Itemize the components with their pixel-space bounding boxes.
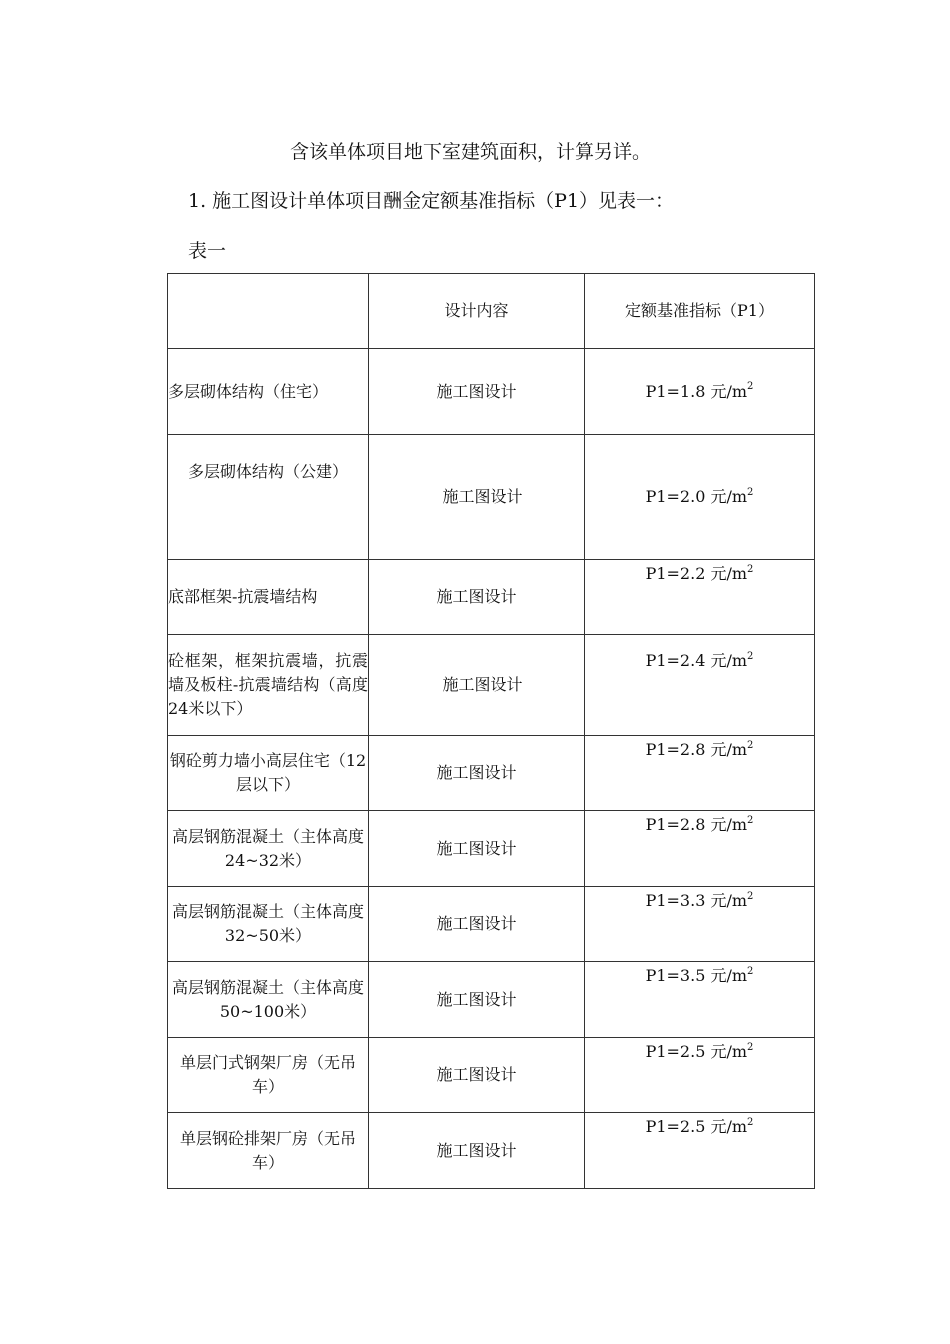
table-row [168, 811, 815, 887]
table-row [168, 349, 815, 435]
quota-value-cell [585, 435, 815, 560]
unit-exponent: 2 [747, 739, 754, 751]
design-content-cell: 施工图设计 [369, 962, 585, 1038]
table-row [168, 736, 815, 811]
design-content-cell: 施工图设计 [369, 635, 585, 736]
structure-type-cell: 钢砼剪力墙小高层住宅（12层以下） [168, 736, 369, 811]
quota-value-cell [585, 635, 815, 736]
unit-exponent: 2 [747, 814, 754, 826]
design-content-cell: 施工图设计 [369, 1113, 585, 1189]
section-heading: 1. 施工图设计单体项目酬金定额基准指标（P1）见表一： [188, 190, 675, 212]
table-row [168, 560, 815, 635]
unit-exponent: 2 [747, 965, 754, 977]
structure-type-cell: 高层钢筋混凝土（主体高度32~50米） [168, 887, 369, 962]
table-caption: 表一 [188, 240, 227, 262]
unit-exponent: 2 [747, 1041, 754, 1053]
quota-value: P1=1.8 元/m [645, 381, 748, 401]
header-cell-quota: 定额基准指标（P1） [585, 274, 815, 349]
design-content-cell: 施工图设计 [369, 1038, 585, 1113]
quota-value-cell [585, 1038, 815, 1113]
quota-value-cell [585, 962, 815, 1038]
unit-exponent: 2 [747, 650, 754, 662]
structure-type-cell: 单层门式钢架厂房（无吊车） [168, 1038, 369, 1113]
structure-type-cell: 底部框架-抗震墙结构 [168, 560, 369, 635]
unit-exponent: 2 [747, 1116, 754, 1128]
unit-exponent: 2 [747, 381, 754, 393]
table-row [168, 1113, 815, 1189]
quota-value-cell [585, 1113, 815, 1189]
table-row [168, 635, 815, 736]
quota-value: P1=3.3 元/m [645, 891, 748, 910]
header-cell-type [168, 274, 369, 349]
unit-exponent: 2 [747, 890, 754, 902]
quota-value: P1=2.5 元/m [645, 1042, 748, 1061]
quota-value: P1=3.5 元/m [645, 966, 748, 985]
structure-type-cell: 砼框架，框架抗震墙，抗震墙及板柱-抗震墙结构（高度24米以下） [168, 635, 369, 736]
design-content-cell: 施工图设计 [369, 887, 585, 962]
structure-type-cell: 多层砌体结构（公建） [168, 435, 369, 560]
design-content-cell: 施工图设计 [369, 560, 585, 635]
quota-value: P1=2.0 元/m [645, 487, 748, 506]
quota-value-cell [585, 560, 815, 635]
quota-value-cell [585, 349, 815, 435]
design-content-cell: 施工图设计 [369, 349, 585, 435]
unit-exponent: 2 [747, 486, 754, 498]
structure-type-cell: 高层钢筋混凝土（主体高度50~100米） [168, 962, 369, 1038]
structure-type-cell: 高层钢筋混凝土（主体高度24~32米） [168, 811, 369, 887]
table-header-row [168, 274, 815, 349]
quota-value-cell [585, 811, 815, 887]
table-row [168, 887, 815, 962]
intro-note: 含该单体项目地下室建筑面积，计算另详。 [290, 141, 652, 163]
table-row [168, 962, 815, 1038]
header-cell-content: 设计内容 [369, 274, 585, 349]
quota-value-cell [585, 736, 815, 811]
design-content-cell: 施工图设计 [369, 435, 585, 560]
design-content-cell: 施工图设计 [369, 736, 585, 811]
design-content-cell: 施工图设计 [369, 811, 585, 887]
quota-value: P1=2.8 元/m [645, 815, 748, 834]
structure-type-cell: 单层钢砼排架厂房（无吊车） [168, 1113, 369, 1189]
quota-value: P1=2.2 元/m [645, 564, 748, 583]
table-row [168, 435, 815, 560]
quota-table [167, 273, 815, 1189]
structure-type-cell: 多层砌体结构（住宅） [168, 349, 369, 435]
quota-value-cell [585, 887, 815, 962]
table-row [168, 1038, 815, 1113]
quota-value: P1=2.5 元/m [645, 1117, 748, 1136]
quota-value: P1=2.4 元/m [645, 651, 748, 670]
unit-exponent: 2 [747, 563, 754, 575]
quota-value: P1=2.8 元/m [645, 740, 748, 759]
